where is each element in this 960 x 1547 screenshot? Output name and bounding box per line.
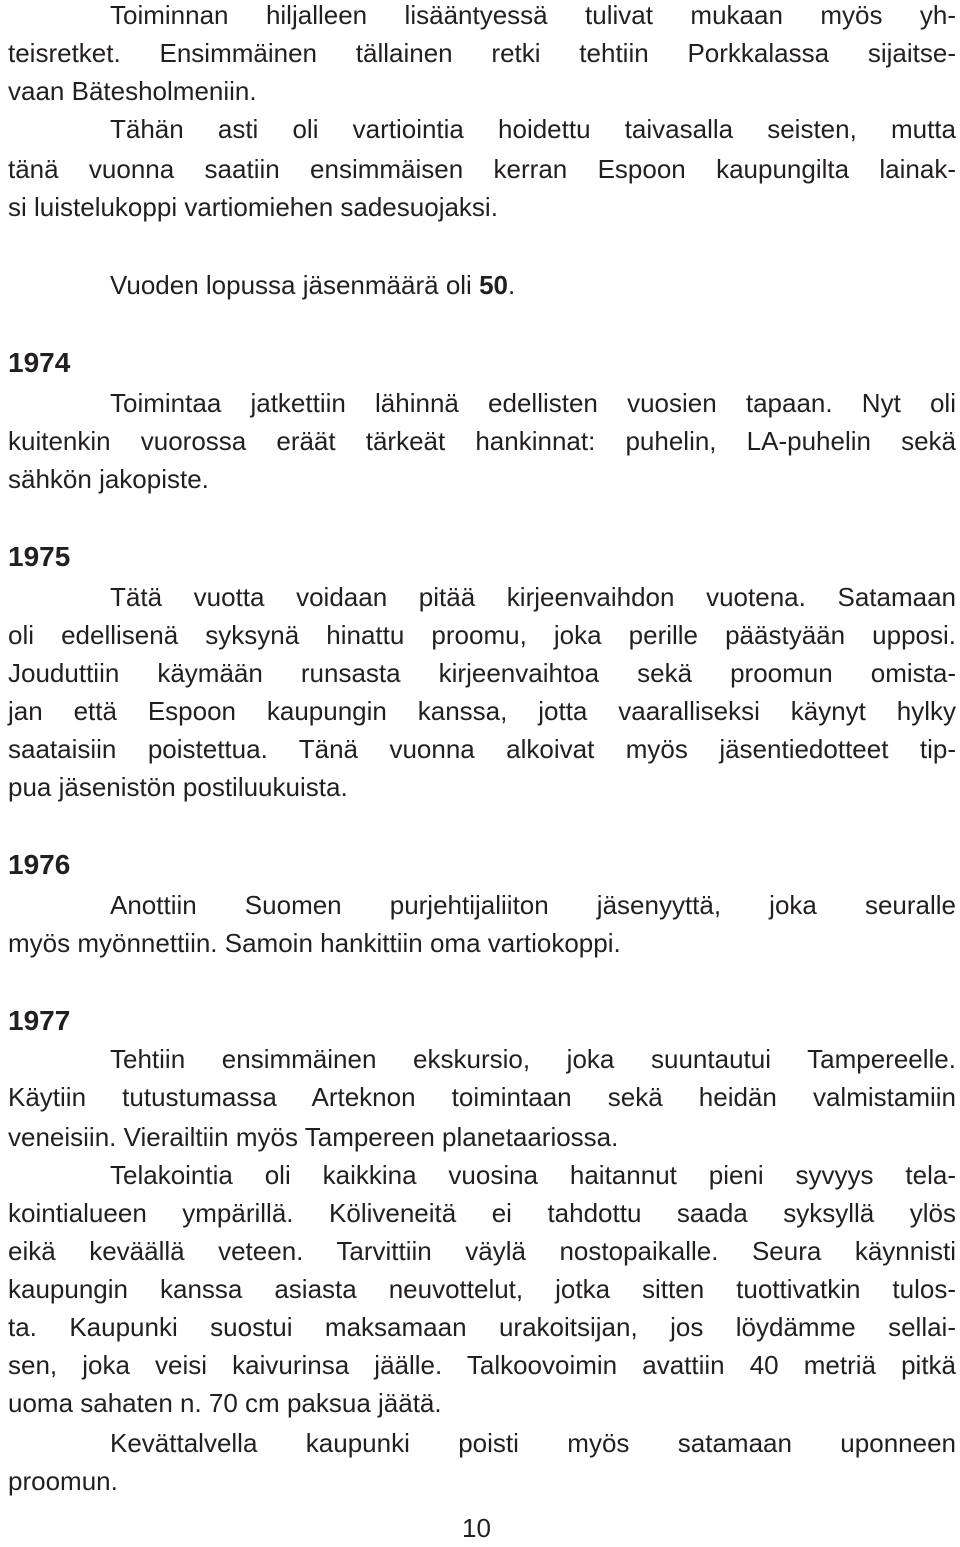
text-line: teisretket. Ensimmäinen tällainen retki tehtiin Porkkalassa sijaitse- bbox=[8, 38, 956, 68]
text-line: pua jäsenistön postiluukuista. bbox=[8, 772, 348, 802]
text-line: ta. Kaupunki suostui maksamaan urakoitsijan, jos löydämme sellai- bbox=[8, 1312, 956, 1342]
member-count-suffix: . bbox=[507, 270, 516, 300]
member-count-prefix: Vuoden lopussa jäsenmäärä oli bbox=[110, 270, 480, 300]
text-line: kaupungin kanssa asiasta neuvottelut, jotka sitten tuottivatkin tulos- bbox=[8, 1274, 956, 1304]
text-line: sähkön jakopiste. bbox=[8, 464, 209, 494]
text-line: oli edellisenä syksynä hinattu proomu, joka perille päästyään upposi. bbox=[8, 620, 956, 650]
text-line: sen, joka veisi kaivurinsa jäälle. Talkoovoimin avattiin 40 metriä pitkä bbox=[8, 1350, 956, 1380]
text-line: myös myönnettiin. Samoin hankittiin oma vartiokoppi. bbox=[8, 928, 621, 958]
text-line: Jouduttiin käymään runsasta kirjeenvaihtoa sekä proomun omista- bbox=[8, 658, 956, 688]
text-line: kuitenkin vuorossa eräät tärkeät hankinnat: puhelin, LA-puhelin sekä bbox=[8, 426, 956, 456]
page-number: 10 bbox=[462, 1513, 491, 1543]
text-line: proomun. bbox=[8, 1466, 118, 1496]
text-line: uoma sahaten n. 70 cm paksua jäätä. bbox=[8, 1388, 442, 1418]
text-line: veneisiin. Vierailtiin myös Tampereen planetaariossa. bbox=[8, 1122, 619, 1152]
year-heading-1976: 1976 bbox=[8, 849, 71, 880]
text-line: jan että Espoon kaupungin kanssa, jotta vaaralliseksi käynyt hylky bbox=[8, 696, 956, 726]
text-line: Käytiin tutustumassa Arteknon toimintaan sekä heidän valmistamiin bbox=[8, 1082, 956, 1112]
text-line: Toiminnan hiljalleen lisääntyessä tulivat mukaan myös yh- bbox=[110, 0, 956, 30]
year-heading-1974: 1974 bbox=[8, 347, 71, 378]
year-heading-1975: 1975 bbox=[8, 541, 71, 572]
text-line: Tätä vuotta voidaan pitää kirjeenvaihdon vuotena. Satamaan bbox=[110, 582, 956, 612]
text-line: eikä keväällä veteen. Tarvittiin väylä nostopaikalle. Seura käynnisti bbox=[8, 1236, 956, 1266]
text-line: kointialueen ympärillä. Köliveneitä ei tahdottu saada syksyllä ylös bbox=[8, 1198, 956, 1228]
text-line: Telakointia oli kaikkina vuosina haitannut pieni syvyys tela- bbox=[110, 1160, 956, 1190]
text-line: Kevättalvella kaupunki poisti myös satamaan uponneen bbox=[110, 1428, 956, 1458]
text-line: Tehtiin ensimmäinen ekskursio, joka suuntautui Tampereelle. bbox=[110, 1044, 956, 1074]
text-line: tänä vuonna saatiin ensimmäisen kerran Espoon kaupungilta lainak- bbox=[8, 154, 956, 184]
text-line: Anottiin Suomen purjehtijaliiton jäsenyyttä, joka seuralle bbox=[110, 890, 956, 920]
text-line: saataisiin poistettua. Tänä vuonna alkoivat myös jäsentiedotteet tip- bbox=[8, 734, 956, 764]
text-line: Toimintaa jatkettiin lähinnä edellisten vuosien tapaan. Nyt oli bbox=[110, 388, 956, 418]
year-heading-1977: 1977 bbox=[8, 1005, 71, 1036]
text-line: si luistelukoppi vartiomiehen sadesuojaksi. bbox=[8, 192, 498, 222]
member-count-value: 50 bbox=[479, 270, 508, 300]
member-count-line bbox=[8, 266, 956, 304]
text-line: vaan Bätesholmeniin. bbox=[8, 76, 257, 106]
text-line: Tähän asti oli vartiointia hoidettu taivasalla seisten, mutta bbox=[110, 114, 956, 144]
